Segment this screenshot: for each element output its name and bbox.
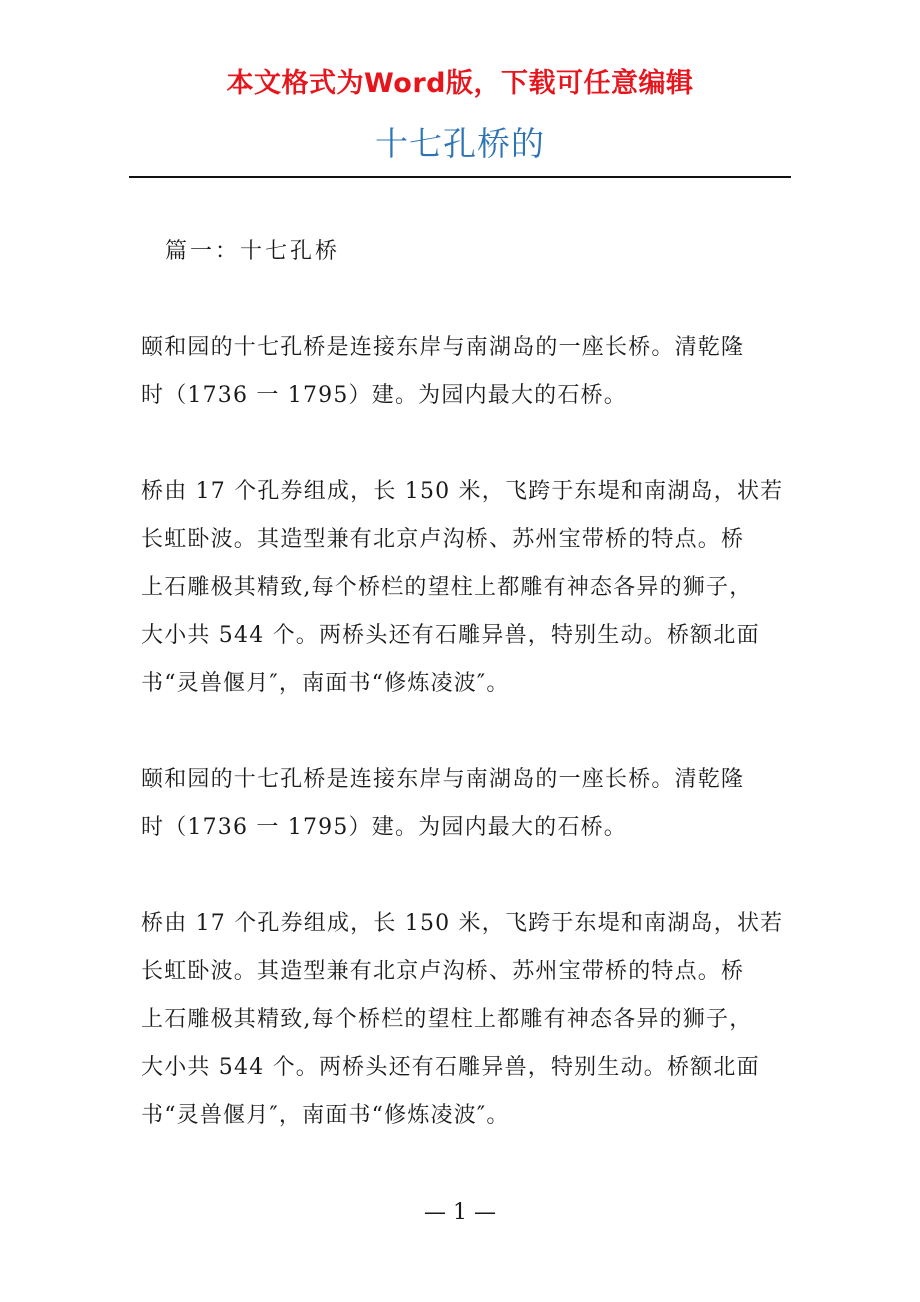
paragraph-line: 大小共 544 个。两桥头还有石雕异兽，特别生动。桥额北面 — [141, 1055, 760, 1080]
page-number: — 1 — — [424, 1200, 496, 1225]
paragraph-line: 颐和园的十七孔桥是连接东岸与南湖岛的一座长桥。清乾隆 — [141, 767, 745, 792]
paragraph-line: 长虹卧波。其造型兼有北京卢沟桥、苏州宝带桥的特点。桥 — [141, 959, 745, 984]
paragraph-3 — [141, 756, 781, 852]
paragraph-line: 长虹卧波。其造型兼有北京卢沟桥、苏州宝带桥的特点。桥 — [141, 527, 745, 552]
paragraph-line: 时（1736 一 1795）建。为园内最大的石桥。 — [141, 815, 627, 840]
paragraph-line: 上石雕极其精致,每个桥栏的望柱上都雕有神态各异的狮子， — [141, 575, 753, 600]
paragraph-line: 桥由 17 个孔券组成，长 150 米，飞跨于东堤和南湖岛，状若 — [141, 911, 784, 936]
paragraph-line: 桥由 17 个孔券组成，长 150 米，飞跨于东堤和南湖岛，状若 — [141, 479, 784, 504]
document-body — [141, 228, 784, 1188]
paragraph-line: 大小共 544 个。两桥头还有石雕异兽，特别生动。桥额北面 — [141, 623, 760, 648]
paragraph-line: 颐和园的十七孔桥是连接东岸与南湖岛的一座长桥。清乾隆 — [141, 335, 745, 360]
paragraph-line: 书“灵兽偃月″，南面书“修炼凌波″。 — [141, 1103, 510, 1128]
paragraph-line: 上石雕极其精致,每个桥栏的望柱上都雕有神态各异的狮子， — [141, 1007, 753, 1032]
paragraph-1 — [141, 324, 781, 420]
title-divider — [129, 176, 791, 178]
section-heading: 篇一：十七孔桥 — [165, 239, 341, 264]
paragraph-2 — [141, 468, 784, 708]
paragraph-line: 时（1736 一 1795）建。为园内最大的石桥。 — [141, 383, 627, 408]
paragraph-line: 书“灵兽偃月″，南面书“修炼凌波″。 — [141, 671, 510, 696]
document-title: 十七孔桥的 — [375, 124, 545, 163]
format-notice-banner: 本文格式为Word版，下载可任意编辑 — [226, 68, 694, 99]
paragraph-4 — [141, 900, 784, 1140]
